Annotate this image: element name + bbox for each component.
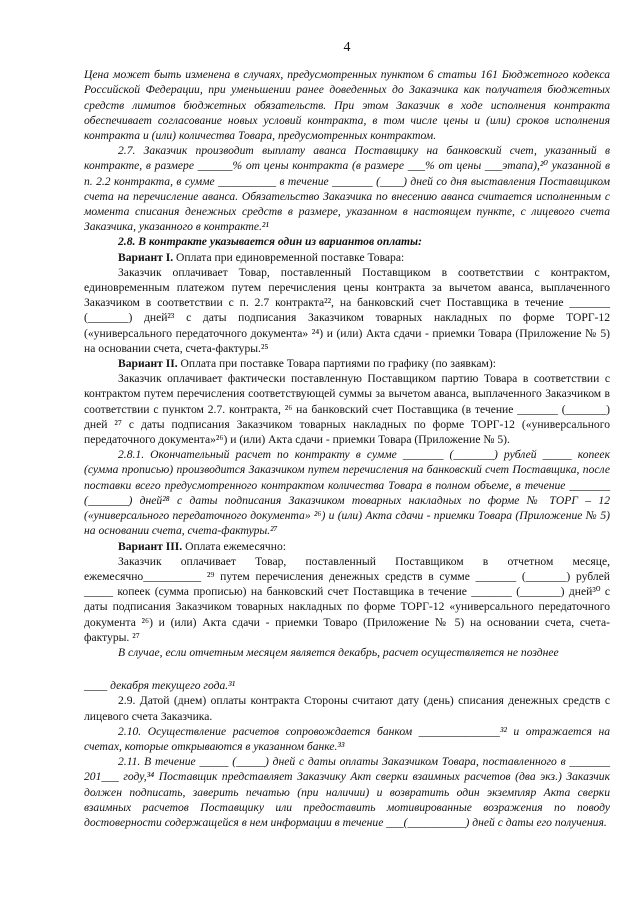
paragraph-variant-1-body: Заказчик оплачивает Товар, поставленный Поставщиком в соответствии с контрактом, единовременным платежом путем перечисления цены контракта за вычетом аванса, выплаченного Заказчиком в соответствии с п. 2.7 контракта²², на банковский счет Поставщика в течение _______ (_______) дней²³ с даты подписания Заказчиком товарных накладных по форме ТОРГ-12 («универсального передаточного документа» ²⁴) и (или) Акта сдачи - приемки Товара (Приложение № 5) на основании счета, счета-фактуры.²⁵ — [84, 265, 610, 355]
paragraph-variant-1 — [84, 250, 610, 265]
variant-1-title: Оплата при единовременной поставке Товара: — [173, 250, 405, 264]
paragraph-2-11-reconciliation: 2.11. В течение _____ (_____) дней с даты оплаты Заказчиком Товара, поставленного в _______ 201___ году,³⁴ Поставщик представляет Заказчику Акт сверки взаимных расчетов (два экз.) Заказчик должен подписать, заверить печатью (при наличии) и возвратить один экземпляр Акта сверки взаимных расчетов Поставщику или предоставить мотивированные возражения по поводу достоверности содержащейся в нем информации в течение ___(__________) дней с даты его получения. — [84, 755, 610, 829]
paragraph-2-9-payment-date: 2.9. Датой (днем) оплаты контракта Стороны считают дату (день) списания денежных средств с лицевого счета Заказчика. — [84, 694, 610, 723]
paragraph-variant-3-body: Заказчик оплачивает Товар, поставленный Поставщиком в отчетном месяце, ежемесячно__________ ²⁹ путем перечисления денежных средств в сумме _______ (_______) рублей _____ копеек (сумма прописью) на банковский счет Поставщика в течение _______ (_______) дней³⁰ с даты подписания Заказчиком товарных накладных по форме ТОРГ-12 «универсального передаточного документа ²⁶) и (или) Акта сдачи - приемки Товаро (Приложение № 5) на основании счета, счета-фактуры. ²⁷ — [84, 554, 610, 644]
document-body — [84, 67, 610, 830]
paragraph-2-8-heading: 2.8. В контракте указывается один из вариантов оплаты: — [118, 235, 422, 249]
paragraph-price-change: Цена может быть изменена в случаях, предусмотренных пунктом 6 статьи 161 Бюджетного кодекса Российской Федерации, при уменьшении ранее доведенных до Заказчика как получателя бюджетных средств лимитов бюджетных обязательств. При этом Заказчик в ходе исполнения контракта обеспечивает согласование новых условий контракта, в том числе цены и (или) сроков исполнения контракта и (или) количества Товара, предусмотренных контрактом. — [84, 68, 610, 143]
paragraph-2-8-1-final: 2.8.1. Окончательный расчет по контракту в сумме _______ (_______) рублей _____ копеек (сумма прописью) производится Заказчиком путем перечисления на банковский счет Поставщика, после поставки всего предусмотренного контрактом количества Товара в полном объеме, в течение _______ (_______) дней²⁸ с даты подписания Заказчиком товарных накладных по форме № ТОРГ – 12 («универсального передаточного документа» ²⁶) и (или) Акта сдачи - приемки Товара (Приложение № 5) на основании счета, счета-фактуры.²⁷ — [84, 448, 610, 538]
paragraph-variant-3 — [84, 539, 610, 554]
variant-1-label: Вариант I. — [118, 250, 174, 264]
page-number: 4 — [343, 40, 351, 55]
variant-2-title: Оплата при поставке Товара партиями по графику (по заявкам): — [177, 357, 496, 371]
paragraph-2-10-bank: 2.10. Осуществление расчетов сопровождается банком ______________³² и отражается на счетах, которые открываются в указанном банке.³³ — [84, 724, 610, 753]
paragraph-variant-2 — [84, 356, 610, 371]
variant-3-title: Оплата ежемесячно: — [182, 539, 286, 553]
variant-3-label: Вариант III. — [118, 539, 183, 553]
variant-2-label: Вариант II. — [118, 357, 178, 371]
paragraph-december-date: ____ декабря текущего года.³¹ — [84, 679, 236, 693]
paragraph-variant-2-body: Заказчик оплачивает фактически поставленную Поставщиком партию Товара в соответствии с контрактом путем перечисления соответствующей суммы за вычетом аванса, выплаченного Заказчиком в соответствии с пунктом 2.7. контракта, ²⁶ на банковский счет Поставщика (в течение _______ (_______) дней ²⁷ с даты подписания Заказчиком товарных накладных по форме ТОРГ-12 («универсального передаточного документа»²⁶) и (или) Акта сдачи - приемки Товара (Приложение № 5). — [84, 372, 610, 447]
paragraph-2-7-advance: 2.7. Заказчик производит выплату аванса Поставщику на банковский счет, указанный в контракте, в размере ______% от цены контракта (в размере ___% от цены ___этапа),²⁰ указанной в п. 2.2 контракта, в сумме __________ в течение _______ (____) дней со дня выставления Поставщиком счета на перечисление аванса. Обязательство Заказчика по внесению аванса считается исполненным с момента списания денежных средств в размере, указанном в настоящем пункте, с лицевого счета Заказчика, указанного в контракте.²¹ — [84, 144, 610, 234]
paragraph-december: В случае, если отчетным месяцем является декабрь, расчет осуществляется не позднее — [118, 645, 559, 659]
